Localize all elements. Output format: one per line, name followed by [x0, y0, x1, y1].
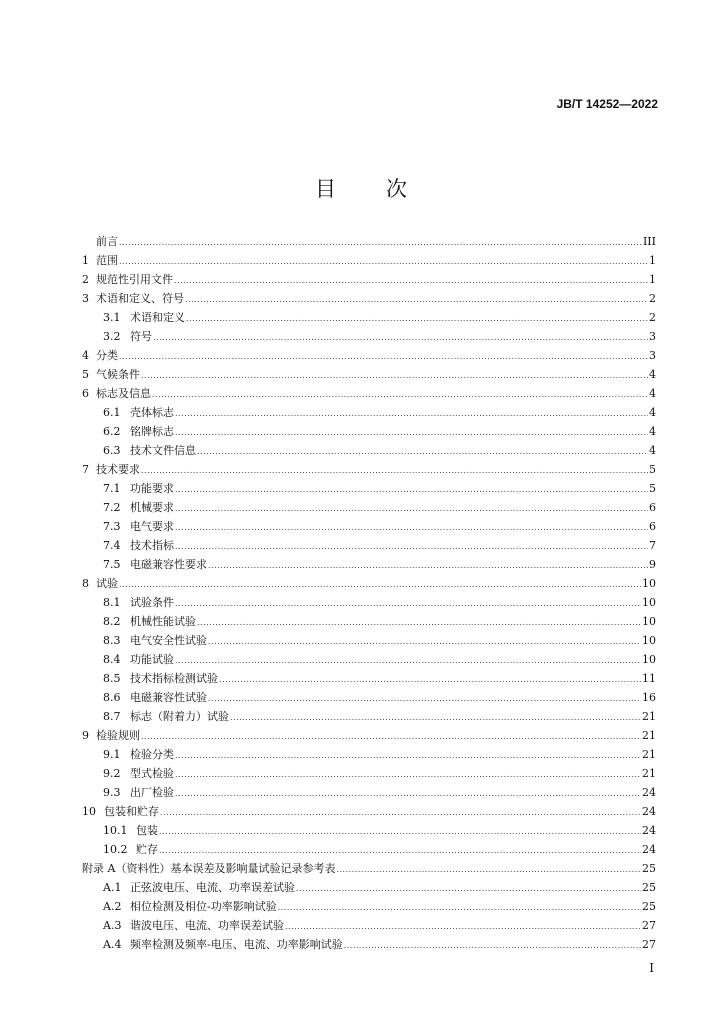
toc-leader-dots	[278, 898, 641, 917]
toc-entry-title: 附录 A（资料性）基本误差及影响量试验记录参考表	[82, 862, 336, 875]
toc-leader-dots	[197, 613, 641, 632]
standard-code: JB/T 14252—2022	[556, 97, 658, 111]
toc-entry-number: 7	[82, 463, 89, 476]
toc-leader-dots	[208, 689, 641, 708]
toc-leader-dots	[336, 860, 641, 879]
toc-entry[interactable]	[82, 935, 656, 954]
toc-entry-title: 符号	[130, 330, 152, 343]
toc-leader-dots	[175, 784, 641, 803]
toc-entry-number: 3	[82, 292, 89, 305]
toc-entry-title: 标志（附着力）试验	[130, 710, 229, 723]
toc-entry-page: 6	[649, 520, 656, 533]
toc-entry-number: 8.7	[103, 710, 121, 723]
toc-entry-page: 21	[642, 729, 656, 742]
toc-entry-title: 术语和定义、符号	[96, 292, 184, 305]
toc-entry-number: 8.6	[103, 691, 121, 704]
toc-leader-dots	[285, 917, 641, 936]
toc-entry-page: 27	[642, 938, 656, 951]
toc-leader-dots	[296, 879, 641, 898]
toc-entry-page: 2	[649, 292, 656, 305]
toc-leader-dots	[141, 366, 648, 385]
toc-entry-title: 前言	[96, 235, 118, 248]
toc-entry[interactable]	[82, 840, 656, 859]
toc-entry[interactable]	[82, 707, 656, 726]
toc-entry-page: 25	[642, 862, 656, 875]
toc-entry[interactable]	[82, 783, 656, 802]
toc-entry-page: III	[642, 235, 656, 248]
toc-entry-title: 分类	[96, 349, 118, 362]
toc-entry-title: 电气要求	[130, 520, 174, 533]
toc-entry[interactable]	[82, 536, 656, 555]
toc-entry-title: 出厂检验	[130, 786, 174, 799]
toc-entry-number: 7.1	[103, 482, 121, 495]
toc-entry-number: 10	[82, 805, 96, 818]
toc-entry[interactable]	[82, 916, 656, 935]
toc-entry-page: 11	[642, 672, 656, 685]
toc-entry[interactable]	[82, 802, 656, 821]
toc-leader-dots	[175, 480, 648, 499]
toc-entry-page: 3	[649, 330, 656, 343]
toc-entry[interactable]	[82, 555, 656, 574]
toc-entry-number: 8.4	[103, 653, 121, 666]
toc-entry-title: 标志及信息	[96, 387, 151, 400]
toc-entry-title: 气候条件	[96, 368, 140, 381]
toc-leader-dots	[219, 670, 641, 689]
toc-entry-number: 6	[82, 387, 89, 400]
toc-entry-page: 1	[649, 273, 656, 286]
toc-entry[interactable]	[82, 327, 656, 346]
toc-entry-title: 检验规则	[96, 729, 140, 742]
toc-entry-number: 8.3	[103, 634, 121, 647]
toc-entry-number: 6.3	[103, 444, 121, 457]
toc-entry-number: 7.5	[103, 558, 121, 571]
toc-entry-page: 21	[642, 748, 656, 761]
toc-entry-page: 10	[642, 634, 656, 647]
toc-entry-title: 功能要求	[130, 482, 174, 495]
toc-leader-dots	[344, 936, 641, 955]
toc-entry-number: 9.1	[103, 748, 121, 761]
toc-entry-number: 6.2	[103, 425, 121, 438]
toc-entry-number: A.3	[103, 919, 122, 932]
toc-leader-dots	[119, 252, 648, 271]
toc-entry-page: 10	[642, 615, 656, 628]
toc-leader-dots	[152, 385, 648, 404]
toc-entry-title: 铭牌标志	[130, 425, 174, 438]
toc-entry-page: 24	[642, 805, 656, 818]
toc-entry-page: 4	[649, 444, 656, 457]
toc-leader-dots	[119, 347, 648, 366]
toc-entry[interactable]	[82, 403, 656, 422]
toc-entry[interactable]	[82, 897, 656, 916]
toc-leader-dots	[175, 651, 641, 670]
toc-entry-number: 4	[82, 349, 89, 362]
toc-leader-dots	[175, 423, 648, 442]
toc-entry-title: 范围	[96, 254, 118, 267]
toc-entry-number: 8.5	[103, 672, 121, 685]
toc-leader-dots	[175, 594, 641, 613]
toc-entry-title: 包装	[136, 824, 158, 837]
toc-entry-page: 10	[642, 577, 656, 590]
toc-entry[interactable]	[82, 574, 656, 593]
toc-entry-title: 技术指标	[130, 539, 174, 552]
toc-entry-number: 7.2	[103, 501, 121, 514]
toc-entry-title: 技术指标检测试验	[130, 672, 218, 685]
toc-entry[interactable]	[82, 232, 656, 251]
toc-leader-dots	[141, 727, 641, 746]
toc-entry[interactable]	[82, 726, 656, 745]
toc-leader-dots	[175, 765, 641, 784]
toc-entry-title: 频率检测及频率-电压、电流、功率影响试验	[130, 938, 343, 951]
toc-entry-page: 5	[649, 463, 656, 476]
toc-entry-page: 24	[642, 843, 656, 856]
toc-entry[interactable]	[82, 669, 656, 688]
toc-entry-page: 25	[642, 900, 656, 913]
toc-entry[interactable]	[82, 441, 656, 460]
toc-entry-title: 功能试验	[130, 653, 174, 666]
toc-entry[interactable]	[82, 593, 656, 612]
toc-entry-page: 4	[649, 425, 656, 438]
toc-leader-dots	[175, 499, 648, 518]
toc-entry-number: 7.3	[103, 520, 121, 533]
toc-entry-page: 4	[649, 387, 656, 400]
toc-entry-title: 术语和定义	[130, 311, 185, 324]
toc-entry-page: 10	[642, 596, 656, 609]
toc-entry-title: 检验分类	[130, 748, 174, 761]
toc-entry-title: 规范性引用文件	[96, 273, 173, 286]
toc-entry-page: 7	[649, 539, 656, 552]
toc-entry-page: 10	[642, 653, 656, 666]
toc-leader-dots	[153, 328, 648, 347]
toc-entry-title: 谐波电压、电流、功率误差试验	[130, 919, 284, 932]
toc-entry[interactable]	[82, 859, 656, 878]
toc-entry-number: 10.1	[103, 824, 128, 837]
toc-entry[interactable]	[82, 745, 656, 764]
toc-entry-title: 正弦波电压、电流、功率误差试验	[130, 881, 295, 894]
toc-entry-page: 9	[649, 558, 656, 571]
toc-entry-number: 9.3	[103, 786, 121, 799]
toc-entry-number: 7.4	[103, 539, 121, 552]
title-char-2: 次	[386, 177, 409, 201]
toc-entry-number: 6.1	[103, 406, 121, 419]
page-number: I	[649, 961, 654, 975]
toc-entry-title: 机械要求	[130, 501, 174, 514]
toc-leader-dots	[197, 442, 648, 461]
toc-entry-title: 电磁兼容性要求	[130, 558, 207, 571]
toc-leader-dots	[174, 271, 648, 290]
toc-entry-page: 2	[649, 311, 656, 324]
toc-leader-dots	[119, 233, 642, 252]
toc-entry[interactable]	[82, 764, 656, 783]
toc-entry-number: 10.2	[103, 843, 128, 856]
toc-entry-title: 技术文件信息	[130, 444, 196, 457]
toc-entry[interactable]	[82, 612, 656, 631]
toc-entry[interactable]	[82, 650, 656, 669]
toc-entry-page: 16	[642, 691, 656, 704]
toc-entry-page: 5	[649, 482, 656, 495]
toc-entry-title: 试验条件	[130, 596, 174, 609]
toc-entry-number: 8.1	[103, 596, 121, 609]
toc-entry-title: 电气安全性试验	[130, 634, 207, 647]
toc-entry-number: 1	[82, 254, 89, 267]
toc-entry[interactable]	[82, 251, 656, 270]
toc-entry[interactable]	[82, 460, 656, 479]
toc-entry-title: 包装和贮存	[104, 805, 159, 818]
toc-entry[interactable]	[82, 821, 656, 840]
toc-entry-number: 5	[82, 368, 89, 381]
toc-entry-page: 6	[649, 501, 656, 514]
title-char-1: 目	[315, 177, 338, 201]
toc-entry-page: 3	[649, 349, 656, 362]
toc-entry[interactable]	[82, 422, 656, 441]
toc-leader-dots	[175, 746, 641, 765]
toc-leader-dots	[186, 309, 648, 328]
toc-entry[interactable]	[82, 384, 656, 403]
toc-entry-page: 24	[642, 824, 656, 837]
toc-entry-title: 型式检验	[130, 767, 174, 780]
toc-entry-page: 25	[642, 881, 656, 894]
toc-entry-page: 1	[649, 254, 656, 267]
toc-entry-title: 电磁兼容性试验	[130, 691, 207, 704]
toc-entry-number: 3.1	[103, 311, 121, 324]
toc-entry-page: 4	[649, 406, 656, 419]
toc-entry[interactable]	[82, 479, 656, 498]
toc-leader-dots	[208, 556, 648, 575]
toc-leader-dots	[141, 461, 648, 480]
toc-entry[interactable]	[82, 365, 656, 384]
toc-entry-page: 4	[649, 368, 656, 381]
toc-leader-dots	[175, 518, 648, 537]
toc-entry-number: 9.2	[103, 767, 121, 780]
toc-entry-title: 机械性能试验	[130, 615, 196, 628]
toc-entry-number: A.4	[103, 938, 122, 951]
toc-leader-dots	[159, 841, 641, 860]
toc-entry[interactable]	[82, 346, 656, 365]
toc-entry-number: 8	[82, 577, 89, 590]
toc-entry-title: 壳体标志	[130, 406, 174, 419]
toc-leader-dots	[119, 575, 641, 594]
toc-entry-number: 9	[82, 729, 89, 742]
toc-entry[interactable]	[82, 688, 656, 707]
toc-entry[interactable]	[82, 498, 656, 517]
toc-entry-page: 21	[642, 767, 656, 780]
toc-leader-dots	[159, 822, 641, 841]
toc-entry[interactable]	[82, 878, 656, 897]
toc-entry-number: 8.2	[103, 615, 121, 628]
toc-leader-dots	[185, 290, 648, 309]
toc-entry-page: 21	[642, 710, 656, 723]
toc-entry-title: 试验	[96, 577, 118, 590]
toc-entry-title: 相位检测及相位-功率影响试验	[130, 900, 277, 913]
toc-entry[interactable]	[82, 289, 656, 308]
toc-entry-title: 贮存	[136, 843, 158, 856]
toc-entry-page: 27	[642, 919, 656, 932]
toc-leader-dots	[175, 404, 648, 423]
toc-entry-number: 3.2	[103, 330, 121, 343]
toc-entry-number: A.1	[103, 881, 122, 894]
toc-entry-number: A.2	[103, 900, 122, 913]
toc-leader-dots	[230, 708, 641, 727]
toc-leader-dots	[175, 537, 648, 556]
toc-entry[interactable]	[82, 308, 656, 327]
toc-entry[interactable]	[82, 517, 656, 536]
toc-entry-page: 24	[642, 786, 656, 799]
table-of-contents	[82, 232, 656, 954]
toc-leader-dots	[208, 632, 641, 651]
toc-entry-number: 2	[82, 273, 89, 286]
toc-entry-title: 技术要求	[96, 463, 140, 476]
toc-entry[interactable]	[82, 270, 656, 289]
toc-leader-dots	[160, 803, 641, 822]
page-title	[0, 173, 724, 203]
toc-entry[interactable]	[82, 631, 656, 650]
